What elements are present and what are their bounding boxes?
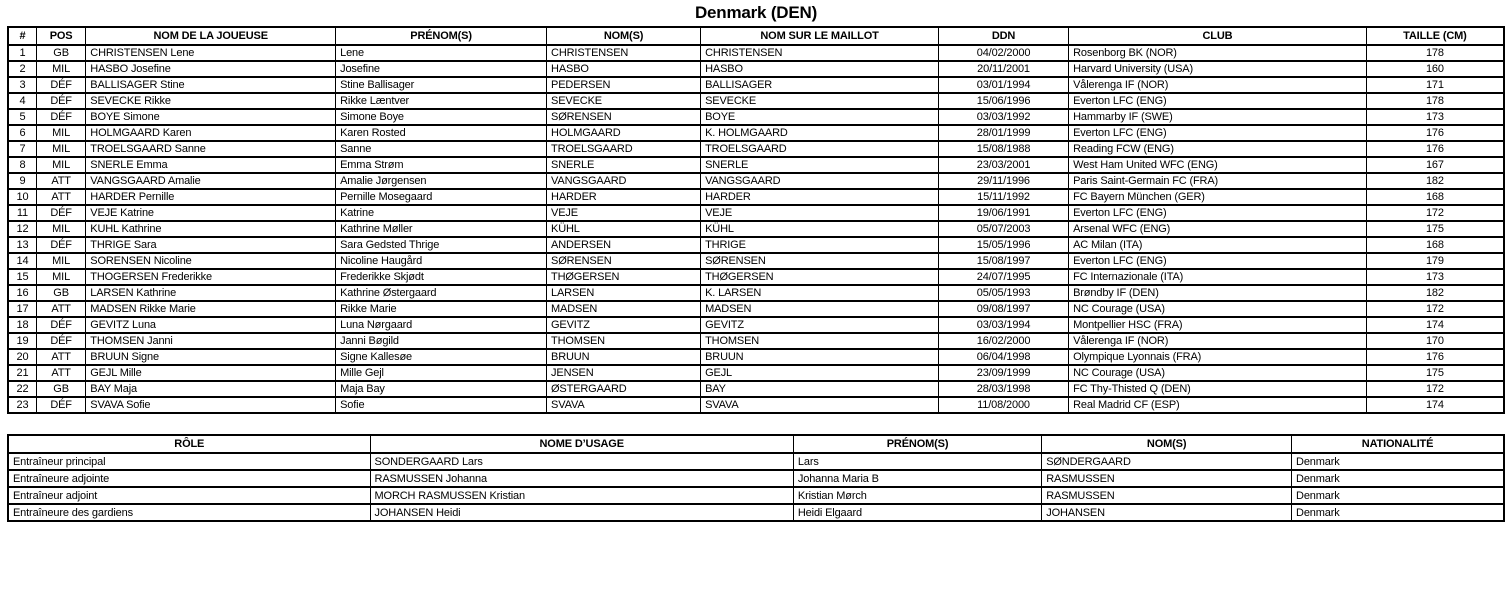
cell: Everton LFC (ENG) [1069, 93, 1367, 109]
cell: 23 [8, 397, 36, 413]
cell: THOMSEN Janni [86, 333, 336, 349]
cell: Signe Kallesøe [336, 349, 547, 365]
cell: Entraîneure adjointe [8, 470, 370, 487]
cell: HARDER Pernille [86, 189, 336, 205]
cell: 19 [8, 333, 36, 349]
cell: Kathrine Møller [336, 221, 547, 237]
column-header: NOM(S) [1042, 435, 1292, 453]
cell: MIL [36, 269, 85, 285]
cell: GEVITZ Luna [86, 317, 336, 333]
cell: SEVECKE [701, 93, 939, 109]
cell: KUHL Kathrine [86, 221, 336, 237]
cell: THOMSEN [547, 333, 701, 349]
cell: MADSEN [701, 301, 939, 317]
cell: THRIGE [701, 237, 939, 253]
cell: MADSEN [547, 301, 701, 317]
cell: BOYE [701, 109, 939, 125]
cell: 2 [8, 61, 36, 77]
cell: Stine Ballisager [336, 77, 547, 93]
cell: BALLISAGER [701, 77, 939, 93]
cell: 23/09/1999 [938, 365, 1068, 381]
table-row [8, 173, 1504, 189]
cell: 03/03/1992 [938, 109, 1068, 125]
players-header-row [8, 27, 1504, 45]
cell: Simone Boye [336, 109, 547, 125]
cell: THOGERSEN Frederikke [86, 269, 336, 285]
cell: 20/11/2001 [938, 61, 1068, 77]
cell: GB [36, 381, 85, 397]
table-row [8, 205, 1504, 221]
cell: Mille Gejl [336, 365, 547, 381]
cell: 09/08/1997 [938, 301, 1068, 317]
cell: 160 [1366, 61, 1504, 77]
cell: Sara Gedsted Thrige [336, 237, 547, 253]
cell: HASBO Josefine [86, 61, 336, 77]
column-header: PRÉNOM(S) [793, 435, 1041, 453]
cell: VANGSGAARD Amalie [86, 173, 336, 189]
cell: DÉF [36, 333, 85, 349]
players-table-container [7, 26, 1505, 414]
cell: ANDERSEN [547, 237, 701, 253]
cell: HARDER [701, 189, 939, 205]
cell: Denmark [1292, 504, 1504, 521]
cell: VEJE [701, 205, 939, 221]
cell: 04/02/2000 [938, 45, 1068, 61]
column-header: NOME D’USAGE [370, 435, 793, 453]
cell: HOLMGAARD Karen [86, 125, 336, 141]
cell: 172 [1366, 301, 1504, 317]
cell: 172 [1366, 205, 1504, 221]
cell: SVAVA [701, 397, 939, 413]
cell: Sanne [336, 141, 547, 157]
cell: AC Milan (ITA) [1069, 237, 1367, 253]
cell: FC Thy-Thisted Q (DEN) [1069, 381, 1367, 397]
cell: GB [36, 285, 85, 301]
cell: Janni Bøgild [336, 333, 547, 349]
cell: Arsenal WFC (ENG) [1069, 221, 1367, 237]
cell: 6 [8, 125, 36, 141]
cell: 11 [8, 205, 36, 221]
cell: 182 [1366, 285, 1504, 301]
cell: 15/08/1997 [938, 253, 1068, 269]
cell: Entraîneur principal [8, 453, 370, 470]
cell: 176 [1366, 125, 1504, 141]
staff-header-row [8, 435, 1504, 453]
cell: 03/01/1994 [938, 77, 1068, 93]
cell: CHRISTENSEN Lene [86, 45, 336, 61]
cell: 23/03/2001 [938, 157, 1068, 173]
cell: 171 [1366, 77, 1504, 93]
cell: Reading FCW (ENG) [1069, 141, 1367, 157]
table-row [8, 253, 1504, 269]
cell: Sofie [336, 397, 547, 413]
cell: VEJE Katrine [86, 205, 336, 221]
table-row [8, 397, 1504, 413]
cell: 05/07/2003 [938, 221, 1068, 237]
cell: JOHANSEN Heidi [370, 504, 793, 521]
cell: 03/03/1994 [938, 317, 1068, 333]
cell: VANGSGAARD [547, 173, 701, 189]
table-row [8, 487, 1504, 504]
cell: 05/05/1993 [938, 285, 1068, 301]
cell: KÜHL [701, 221, 939, 237]
cell: Rikke Læntver [336, 93, 547, 109]
cell: SØNDERGAARD [1042, 453, 1292, 470]
staff-table-container [7, 434, 1505, 522]
cell: 174 [1366, 397, 1504, 413]
cell: MIL [36, 141, 85, 157]
cell: ØSTERGAARD [547, 381, 701, 397]
cell: JENSEN [547, 365, 701, 381]
column-header: # [8, 27, 36, 45]
cell: 28/01/1999 [938, 125, 1068, 141]
cell: THOMSEN [701, 333, 939, 349]
cell: SNERLE [701, 157, 939, 173]
table-row [8, 333, 1504, 349]
cell: CHRISTENSEN [547, 45, 701, 61]
cell: DÉF [36, 237, 85, 253]
cell: CHRISTENSEN [701, 45, 939, 61]
cell: 16/02/2000 [938, 333, 1068, 349]
cell: DÉF [36, 109, 85, 125]
cell: MIL [36, 125, 85, 141]
cell: 8 [8, 157, 36, 173]
cell: HOLMGAARD [547, 125, 701, 141]
cell: SØRENSEN [547, 109, 701, 125]
cell: DÉF [36, 397, 85, 413]
table-row [8, 61, 1504, 77]
table-row [8, 77, 1504, 93]
table-row [8, 125, 1504, 141]
cell: GEJL [701, 365, 939, 381]
cell: SØRENSEN [547, 253, 701, 269]
table-row [8, 317, 1504, 333]
cell: BRUUN Signe [86, 349, 336, 365]
table-row [8, 93, 1504, 109]
staff-table [7, 434, 1505, 522]
cell: MIL [36, 157, 85, 173]
table-row [8, 109, 1504, 125]
cell: Nicoline Haugård [336, 253, 547, 269]
cell: 12 [8, 221, 36, 237]
cell: 15/05/1996 [938, 237, 1068, 253]
cell: RASMUSSEN [1042, 487, 1292, 504]
table-row [8, 285, 1504, 301]
cell: RASMUSSEN [1042, 470, 1292, 487]
cell: JOHANSEN [1042, 504, 1292, 521]
cell: 173 [1366, 269, 1504, 285]
cell: Brøndby IF (DEN) [1069, 285, 1367, 301]
cell: Heidi Elgaard [793, 504, 1041, 521]
cell: Vålerenga IF (NOR) [1069, 333, 1367, 349]
column-header: NOM DE LA JOUEUSE [86, 27, 336, 45]
cell: 172 [1366, 381, 1504, 397]
cell: MADSEN Rikke Marie [86, 301, 336, 317]
cell: MIL [36, 221, 85, 237]
cell: 10 [8, 189, 36, 205]
cell: Montpellier HSC (FRA) [1069, 317, 1367, 333]
cell: THRIGE Sara [86, 237, 336, 253]
cell: 168 [1366, 237, 1504, 253]
cell: DÉF [36, 205, 85, 221]
cell: Paris Saint-Germain FC (FRA) [1069, 173, 1367, 189]
cell: ATT [36, 173, 85, 189]
cell: ATT [36, 365, 85, 381]
cell: SEVECKE [547, 93, 701, 109]
cell: 17 [8, 301, 36, 317]
cell: Harvard University (USA) [1069, 61, 1367, 77]
cell: Denmark [1292, 470, 1504, 487]
column-header: PRÉNOM(S) [336, 27, 547, 45]
column-header: NOM(S) [547, 27, 701, 45]
cell: Maja Bay [336, 381, 547, 397]
cell: 182 [1366, 173, 1504, 189]
cell: LARSEN Kathrine [86, 285, 336, 301]
cell: Vålerenga IF (NOR) [1069, 77, 1367, 93]
cell: BRUUN [701, 349, 939, 365]
table-row [8, 504, 1504, 521]
cell: 15/11/1992 [938, 189, 1068, 205]
cell: 175 [1366, 365, 1504, 381]
table-row [8, 269, 1504, 285]
column-header: NOM SUR LE MAILLOT [701, 27, 939, 45]
cell: 14 [8, 253, 36, 269]
cell: ATT [36, 349, 85, 365]
cell: Emma Strøm [336, 157, 547, 173]
cell: SNERLE [547, 157, 701, 173]
cell: 178 [1366, 45, 1504, 61]
cell: Karen Rosted [336, 125, 547, 141]
cell: GEVITZ [547, 317, 701, 333]
cell: Everton LFC (ENG) [1069, 205, 1367, 221]
cell: Real Madrid CF (ESP) [1069, 397, 1367, 413]
cell: SØRENSEN [701, 253, 939, 269]
cell: 13 [8, 237, 36, 253]
cell: West Ham United WFC (ENG) [1069, 157, 1367, 173]
cell: K. HOLMGAARD [701, 125, 939, 141]
cell: GB [36, 45, 85, 61]
cell: BAY Maja [86, 381, 336, 397]
cell: 18 [8, 317, 36, 333]
column-header: NATIONALITÉ [1292, 435, 1504, 453]
cell: GEJL Mille [86, 365, 336, 381]
cell: 21 [8, 365, 36, 381]
cell: PEDERSEN [547, 77, 701, 93]
cell: DÉF [36, 77, 85, 93]
table-gap [0, 414, 1512, 434]
cell: VEJE [547, 205, 701, 221]
cell: 06/04/1998 [938, 349, 1068, 365]
cell: 179 [1366, 253, 1504, 269]
cell: Lars [793, 453, 1041, 470]
cell: TROELSGAARD [701, 141, 939, 157]
cell: Kristian Mørch [793, 487, 1041, 504]
column-header: CLUB [1069, 27, 1367, 45]
table-row [8, 365, 1504, 381]
cell: 9 [8, 173, 36, 189]
cell: 170 [1366, 333, 1504, 349]
cell: 5 [8, 109, 36, 125]
cell: SORENSEN Nicoline [86, 253, 336, 269]
cell: Josefine [336, 61, 547, 77]
cell: Luna Nørgaard [336, 317, 547, 333]
cell: RASMUSSEN Johanna [370, 470, 793, 487]
table-row [8, 301, 1504, 317]
cell: Everton LFC (ENG) [1069, 125, 1367, 141]
cell: SVAVA [547, 397, 701, 413]
cell: BOYE Simone [86, 109, 336, 125]
cell: SEVECKE Rikke [86, 93, 336, 109]
table-row [8, 453, 1504, 470]
cell: Entraîneur adjoint [8, 487, 370, 504]
table-row [8, 237, 1504, 253]
cell: Katrine [336, 205, 547, 221]
column-header: RÔLE [8, 435, 370, 453]
cell: Hammarby IF (SWE) [1069, 109, 1367, 125]
cell: Rosenborg BK (NOR) [1069, 45, 1367, 61]
cell: TROELSGAARD Sanne [86, 141, 336, 157]
cell: SONDERGAARD Lars [370, 453, 793, 470]
cell: TROELSGAARD [547, 141, 701, 157]
cell: Everton LFC (ENG) [1069, 253, 1367, 269]
page-title: Denmark (DEN) [694, 3, 818, 22]
cell: 20 [8, 349, 36, 365]
cell: 11/08/2000 [938, 397, 1068, 413]
cell: 3 [8, 77, 36, 93]
cell: 173 [1366, 109, 1504, 125]
table-row [8, 470, 1504, 487]
cell: 174 [1366, 317, 1504, 333]
cell: Rikke Marie [336, 301, 547, 317]
table-row [8, 349, 1504, 365]
cell: 19/06/1991 [938, 205, 1068, 221]
cell: 4 [8, 93, 36, 109]
cell: LARSEN [547, 285, 701, 301]
cell: 167 [1366, 157, 1504, 173]
table-row [8, 189, 1504, 205]
cell: SNERLE Emma [86, 157, 336, 173]
cell: Olympique Lyonnais (FRA) [1069, 349, 1367, 365]
cell: MIL [36, 253, 85, 269]
cell: 15/08/1988 [938, 141, 1068, 157]
cell: K. LARSEN [701, 285, 939, 301]
cell: Denmark [1292, 487, 1504, 504]
cell: 24/07/1995 [938, 269, 1068, 285]
cell: 168 [1366, 189, 1504, 205]
cell: FC Bayern München (GER) [1069, 189, 1367, 205]
cell: MIL [36, 61, 85, 77]
cell: 15 [8, 269, 36, 285]
cell: 1 [8, 45, 36, 61]
cell: Pernille Mosegaard [336, 189, 547, 205]
players-table [7, 26, 1505, 414]
cell: MORCH RASMUSSEN Kristian [370, 487, 793, 504]
cell: HARDER [547, 189, 701, 205]
cell: 176 [1366, 141, 1504, 157]
table-row [8, 157, 1504, 173]
table-row [8, 45, 1504, 61]
cell: BALLISAGER Stine [86, 77, 336, 93]
cell: 175 [1366, 221, 1504, 237]
cell: Entraîneure des gardiens [8, 504, 370, 521]
column-header: TAILLE (CM) [1366, 27, 1504, 45]
cell: Amalie Jørgensen [336, 173, 547, 189]
cell: 176 [1366, 349, 1504, 365]
cell: DÉF [36, 317, 85, 333]
cell: KÜHL [547, 221, 701, 237]
cell: 15/06/1996 [938, 93, 1068, 109]
cell: Denmark [1292, 453, 1504, 470]
cell: VANGSGAARD [701, 173, 939, 189]
cell: Lene [336, 45, 547, 61]
table-row [8, 381, 1504, 397]
cell: DÉF [36, 93, 85, 109]
cell: 7 [8, 141, 36, 157]
cell: ATT [36, 189, 85, 205]
cell: HASBO [547, 61, 701, 77]
column-header: DDN [938, 27, 1068, 45]
cell: FC Internazionale (ITA) [1069, 269, 1367, 285]
cell: 178 [1366, 93, 1504, 109]
cell: GEVITZ [701, 317, 939, 333]
cell: THØGERSEN [547, 269, 701, 285]
cell: 22 [8, 381, 36, 397]
cell: 29/11/1996 [938, 173, 1068, 189]
cell: NC Courage (USA) [1069, 365, 1367, 381]
cell: Kathrine Østergaard [336, 285, 547, 301]
cell: ATT [36, 301, 85, 317]
cell: SVAVA Sofie [86, 397, 336, 413]
cell: Frederikke Skjødt [336, 269, 547, 285]
cell: BAY [701, 381, 939, 397]
cell: Johanna Maria B [793, 470, 1041, 487]
table-row [8, 141, 1504, 157]
table-row [8, 221, 1504, 237]
cell: 28/03/1998 [938, 381, 1068, 397]
cell: THØGERSEN [701, 269, 939, 285]
cell: NC Courage (USA) [1069, 301, 1367, 317]
cell: 16 [8, 285, 36, 301]
column-header: POS [36, 27, 85, 45]
cell: HASBO [701, 61, 939, 77]
cell: BRUUN [547, 349, 701, 365]
